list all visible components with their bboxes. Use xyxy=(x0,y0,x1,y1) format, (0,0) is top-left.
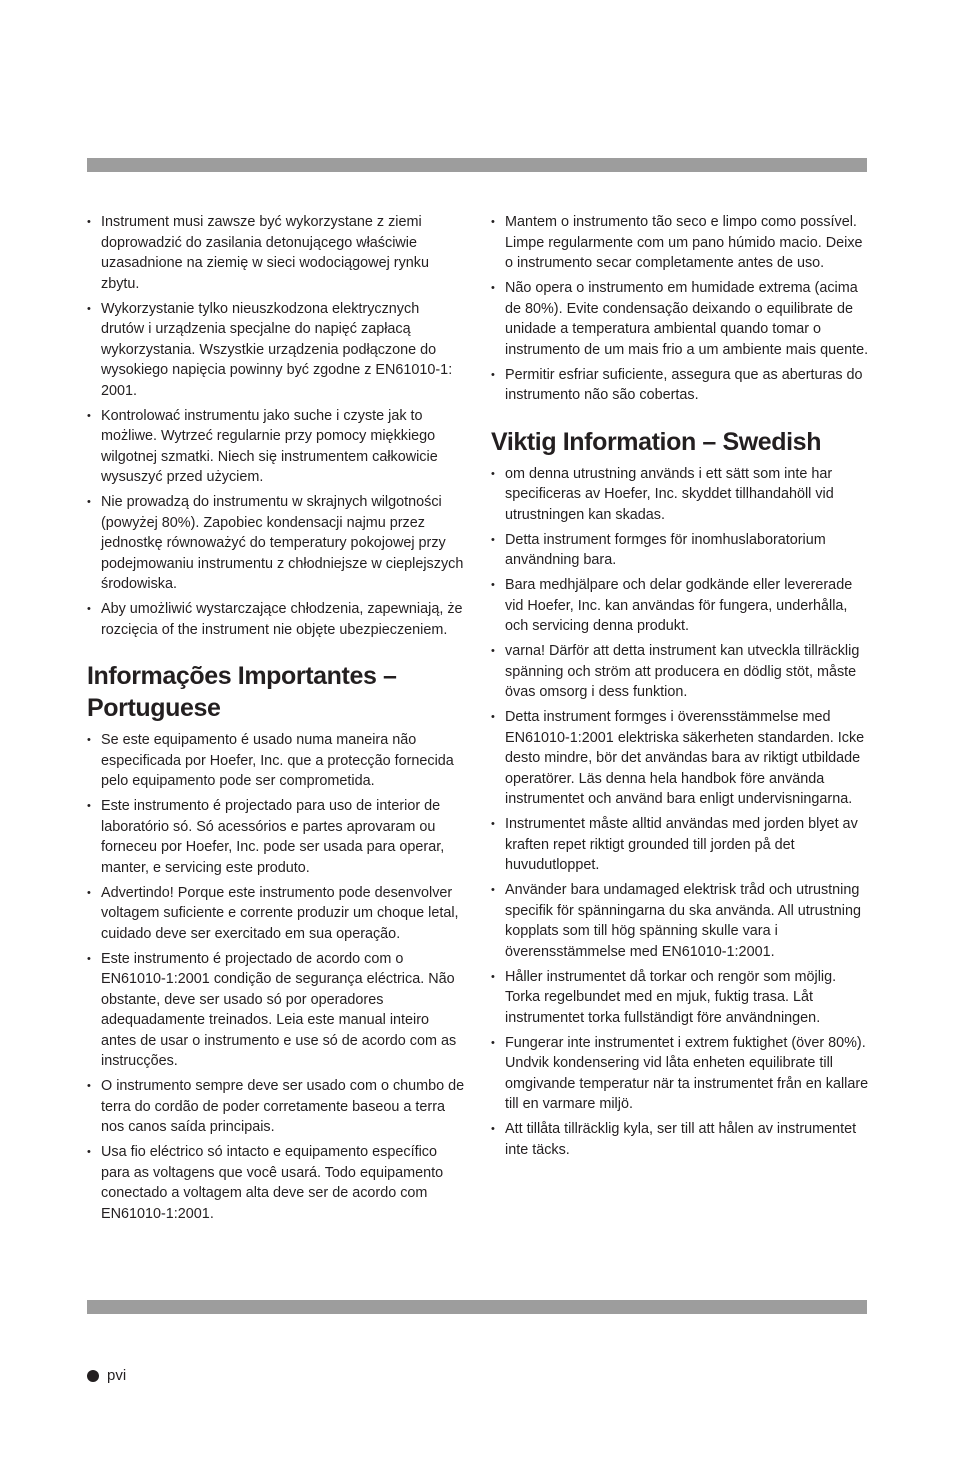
page-footer xyxy=(87,1367,126,1384)
header-rule xyxy=(87,158,867,172)
list-item: • Instrument musi zawsze być wykorzystane z ziemi doprowadzić do zasilania detonującego właściwie uzasadnione na ziemię w sieci wodociągowej rynku zbytu. xyxy=(87,212,465,294)
list-item: • Usa fio eléctrico só intacto e equipamento específico para as voltagens que você usará. Todo equipamento conectado a voltagem alta deve ser de acordo com EN61010-1:2001. xyxy=(87,1142,465,1224)
list-item: • Aby umożliwić wystarczające chłodzenia, zapewniają, że rozcięcia of the instrument nie objęte ubezpieczeniem. xyxy=(87,599,465,640)
list-item: • Bara medhjälpare och delar godkände eller levererade vid Hoefer, Inc. kan användas för fungera, underhålla, och servicing denna produkt. xyxy=(491,575,869,637)
list-item: • Se este equipamento é usado numa maneira não especificada por Hoefer, Inc. que a protecção fornecida pelo equipamento pode ser comprometida. xyxy=(87,730,465,792)
list-item: • Instrumentet måste alltid användas med jorden blyet av kraften repet riktigt grounded till jorden på det huvudutloppet. xyxy=(491,814,869,876)
list-item: • varna! Därför att detta instrument kan utveckla tillräcklig spänning och ström att producera en dödlig stöt, måste övas omsorg i dess funktion. xyxy=(491,641,869,703)
list-item: • Nie prowadzą do instrumentu w skrajnych wilgotności (powyżej 80%). Zapobiec kondensacji najmu przez jednostkę równoważyć do temperatury pokojowej przy podejmowaniu instrumentu z chłodniejsze w cieplejszych środowiska. xyxy=(87,492,465,595)
list-item: • Este instrumento é projectado de acordo com o EN61010-1:2001 condição de segurança eléctrica. Não obstante, deve ser usado só por operadores adequadamente treinados. Leia este manual inteiro antes de usar o instrumento e use só de acordo com as instrucções. xyxy=(87,949,465,1072)
swedish-heading: Viktig Information – Swedish xyxy=(491,427,822,456)
right-column xyxy=(491,212,869,1165)
list-item: • Att tillåta tillräcklig kyla, ser till att hålen av instrumentet inte täcks. xyxy=(491,1119,869,1160)
polish-bullet-list xyxy=(87,212,465,640)
list-item: • Este instrumento é projectado para uso de interior de laboratório só. Só acessórios e partes aprovaram ou forneceu por Hoefer, Inc. pode ser usada para operar, manter, e servicing este produto. xyxy=(87,796,465,878)
portuguese-bullet-list xyxy=(87,730,465,1224)
swedish-bullet-list xyxy=(491,464,869,1161)
list-item: • Advertindo! Porque este instrumento pode desenvolver voltagem suficiente e corrente produzir um choque letal, cuidado deve ser exercitado em sua operação. xyxy=(87,883,465,945)
list-item: • Använder bara undamaged elektrisk tråd och utrustning specifik för spänningarna du ska använda. All utrustning kopplats som till hög spänning skulle vara i överensstämmelse med EN61010-1:2001. xyxy=(491,880,869,962)
list-item: • Mantem o instrumento tão seco e limpo como possível. Limpe regularmente com um pano húmido macio. Deixe o instrumento secar completamente antes de uso. xyxy=(491,212,869,274)
footer-rule xyxy=(87,1300,867,1314)
left-column xyxy=(87,212,465,1229)
list-item: • Kontrolować instrumentu jako suche i czyste jak to możliwe. Wytrzeć regularnie przy pomocy miękkiego wilgotnej szmatki. Niech się instrumentem całkowicie wysuszyć przed użyciem. xyxy=(87,406,465,488)
bullet-dot-icon xyxy=(87,1370,99,1382)
list-item: • Detta instrument formges för inomhuslaboratorium användning bara. xyxy=(491,530,869,571)
page-number: pvi xyxy=(107,1367,127,1384)
list-item: • O instrumento sempre deve ser usado com o chumbo de terra do cordão de poder corretamente baseou a terra nos canos saída principais. xyxy=(87,1076,465,1138)
portuguese-bullet-list-continued xyxy=(491,212,869,406)
list-item: • Não opera o instrumento em humidade extrema (acima de 80%). Evite condensação deixando o equilibrate de unidade a temperatura ambiental quando tomar o instrumento de um mais frio a um ambiente mais quente. xyxy=(491,278,869,360)
list-item: • Håller instrumentet då torkar och rengör som möjlig. Torka regelbundet med en mjuk, fuktig trasa. Låt instrumentet torka fullständigt före användningen. xyxy=(491,967,869,1029)
list-item: • Permitir esfriar suficiente, assegura que as aberturas do instrumento não são cobertas. xyxy=(491,365,869,406)
list-item: • om denna utrustning används i ett sätt som inte har specificeras av Hoefer, Inc. skyddet tillhandahöll vid utrustningen kan skadas. xyxy=(491,464,869,526)
list-item: • Wykorzystanie tylko nieuszkodzona elektrycznych drutów i urządzenia specjalne do napięć zapłacą wykorzystania. Wszystkie urządzenia podłączone do wysokiego napięcia powinny być zgodne z EN61010-1: 2001. xyxy=(87,299,465,402)
portuguese-heading: Informações Importantes – Portuguese xyxy=(87,662,397,722)
list-item: • Detta instrument formges i överensstämmelse med EN61010-1:2001 elektriska säkerheten standarden. Icke desto mindre, bör det användas bara av riktigt utbildade operatörer. Läs denna hela handbok före använda instrumentet och använd bara enligt undervisningarna. xyxy=(491,707,869,810)
list-item: • Fungerar inte instrumentet i extrem fuktighet (över 80%). Undvik kondensering vid låta enheten equilibrate till omgivande temperatur när ta instrumentet från en kallare till en varmare miljö. xyxy=(491,1033,869,1115)
